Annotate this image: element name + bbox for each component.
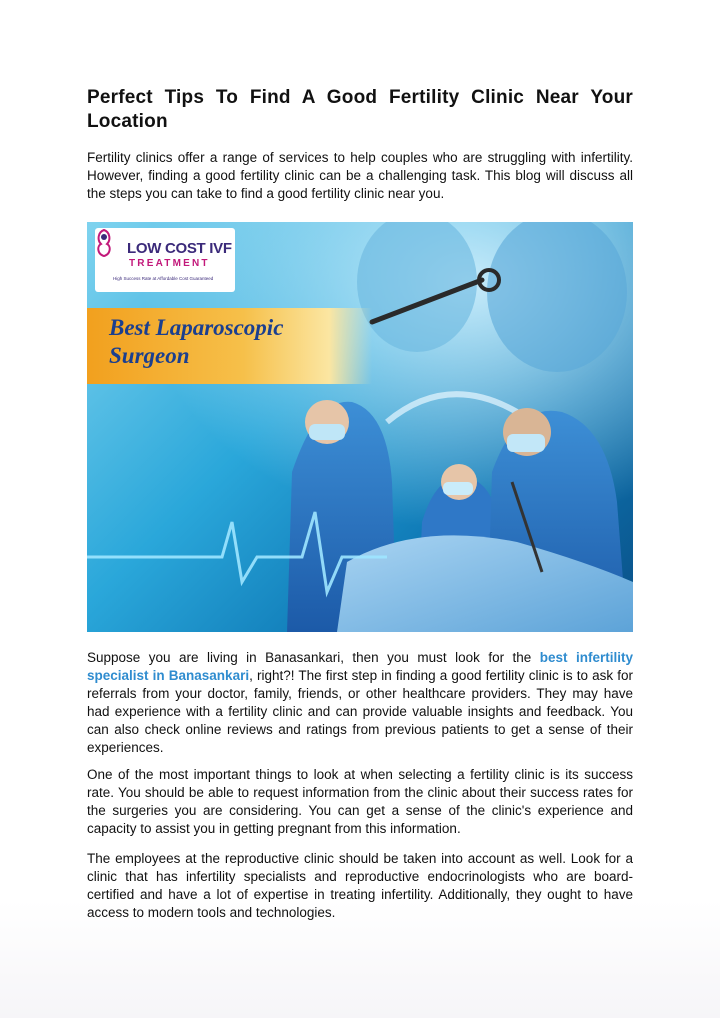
logo-title: LOW COST IVF	[127, 240, 232, 257]
surgical-mask	[309, 424, 345, 440]
specialist-link[interactable]: best infertility specialist in Banasankari	[87, 650, 634, 684]
logo-tagline: High Success Rate at Affordable Cost Guaranteed	[113, 276, 214, 281]
paragraph-success-rate: One of the most important things to look at when selecting a fertility clinic is its success rate. You should be able to request information from the clinic about their success rates for the surgeries you are considering. You can get a sense of the clinic's experience and capacity to assist you in getting pregnant from this information.	[87, 767, 633, 837]
intro-paragraph: Fertility clinics offer a range of services to help couples who are struggling with infertility. However, finding a good fertility clinic can be a challenging task. This blog will discuss all the steps you can take to find a good fertility clinic near you.	[87, 150, 633, 202]
brand-logo	[95, 228, 235, 292]
banner-heading: Best Laparoscopic Surgeon	[109, 315, 284, 368]
paragraph-employees: The employees at the reproductive clinic should be taken into account as well. Look for a clinic that has infertility specialists and reproductive endocrinologists who are board-certified and have a lot of expertise in treating infertility. Additionally, they ought to have access to modern tools and technologies.	[87, 851, 633, 921]
paragraph-referrals	[87, 649, 633, 758]
logo-icon	[95, 228, 113, 258]
surgical-mask	[443, 482, 473, 495]
paragraph-text: Suppose you are living in Banasankari, then you must look for the	[87, 650, 540, 665]
logo-subtitle: TREATMENT	[129, 258, 210, 269]
paragraph-text: , right?! The first step in finding a good fertility clinic is to ask for referrals from your doctor, family, friends, or other healthcare providers. They may have had experience with a fertility clinic and can provide valuable insights and feedback. You can also check online reviews and ratings from previous patients to get a sense of their experiences.	[87, 668, 633, 756]
surgical-mask	[507, 434, 545, 452]
article-title: Perfect Tips To Find A Good Fertility Clinic Near Your Location	[87, 87, 633, 132]
banner-heading-band	[87, 308, 372, 384]
banner-image	[87, 222, 633, 632]
